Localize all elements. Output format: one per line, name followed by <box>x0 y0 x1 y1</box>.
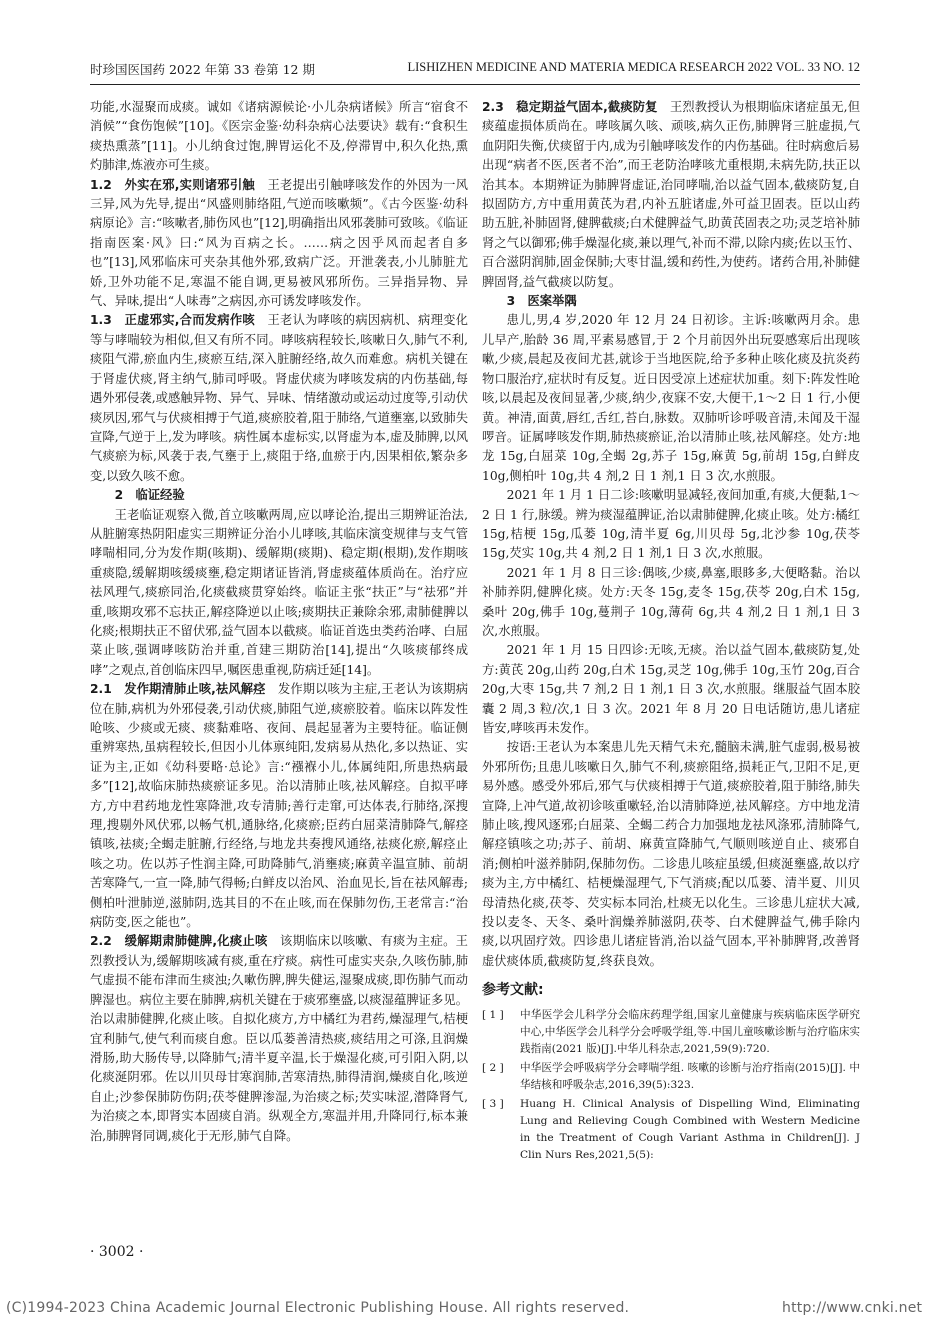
reference-number: [ 3 ] <box>482 1097 504 1110</box>
section-2-3 <box>482 98 860 292</box>
section-body: 该期临床以咳嗽、有痰为主症。王烈教授认为,缓解期咳减有痰,重在疗痰。病性可虚实夹杂,久咳伤肺,肺气虚损不能布津而生痰浊;久嗽伤脾,脾失健运,湿聚成痰,即伤肺气而动脾湿也。病位主要在肺脾,病机关键在于痰邪壅盛,以痰湿蕴脾证多见。治以肃肺健脾,化痰止咳。自拟化痰方,方中橘红为君药,燥湿理气,桔梗宜利肺气,使气利而痰自愈。臣以瓜蒌善清热痰,痰结用之可涤,且润燥滑肠,助大肠传导,以降肺气;清半夏辛温,长于燥湿化痰,可引阳入阴,以化痰涎阴邪。佐以川贝母甘寒润肺,苦寒清热,肺得清润,燥痰自化,咳逆自止;沙参保肺防伤阴;茯苓健脾渗湿,为治痰之标;芡实味涩,潜降肾气,为治痰之本,即肾实本固痰自消。纵观全方,寒温并用,升降同行,标本兼治,肺脾肾同调,痰化于无形,肺气自降。 <box>90 934 468 1143</box>
journal-title-cn: 时珍国医国药 2022 年第 33 卷第 12 期 <box>90 62 315 77</box>
section-2-1 <box>90 680 468 932</box>
section-body: 王老认为哮咳的病因病机、病理变化等与哮喘较为相似,但又有所不同。哮咳病程较长,咳嗽日久,肺气不利,痰阻气滞,瘀血内生,痰瘀互结,深入脏腑经络,故久而难愈。病机关键在于肾虚伏痰,肾主纳气,肺司呼吸。肾虚伏痰为哮咳发病的内伤基础,每遇外邪侵袭,或感触异物、异气、异味、情绪激动或运动过度等,引动伏痰夙因,邪气与伏痰相搏于气道,痰瘀胶着,阻于肺络,气道壅塞,以致肺失宣降,气逆于上,发为哮咳。病性属本虚标实,以肾虚为本,虚及肺脾,以风气痰瘀为标,风袭于表,气壅于上,痰阻于络,血瘀于内,因果相依,繁杂多变,以致久咳不愈。 <box>90 313 468 483</box>
reference-number: [ 2 ] <box>482 1061 504 1074</box>
header-rule <box>90 84 860 85</box>
section-heading: 2.1 发作期清肺止咳,祛风解痉 <box>90 682 266 697</box>
footer-url[interactable]: http://www.cnki.net <box>782 1300 923 1316</box>
section-1-3 <box>90 311 468 486</box>
reference-item <box>482 1096 860 1164</box>
reference-number: [ 1 ] <box>482 1008 504 1021</box>
copyright-notice: (C)1994-2023 China Academic Journal Electronic Publishing House. All rights reserved. <box>6 1300 630 1316</box>
section-body: 王老提出引触哮咳发作的外因为一风三异,风为先导,提出“风盛则肺络阻,气逆而咳嗽频”。《古今医鉴·幼科病原论》言:“咳嗽者,肺伤风也”[12],明确指出风邪袭肺可致咳。《临证指南医案·风》曰:“风为百病之长。……病之因乎风而起者自多也”[13],风邪临床可夹杂其他外邪,致病广泛。开泄袭表,小儿肺脏尤娇,卫外功能不足,寒温不能自调,更易被风邪所伤。三异指异物、异气、异味,提出“人味毒”之病因,亦可诱发哮咳发作。 <box>90 177 468 309</box>
section-heading: 1.3 正虚邪实,合而发病作咳 <box>90 313 255 328</box>
section-1-2 <box>90 176 468 312</box>
reference-text: 中华医学会儿科学分会临床药理学组,国家儿童健康与疾病临床医学研究中心,中华医学会儿科学分会呼吸学组,等.中国儿童咳嗽诊断与治疗临床实践指南(2021 版)[J].中华儿科杂志,2021,59(9):720. <box>520 1008 860 1055</box>
section-heading: 2.2 缓解期肃肺健脾,化痰止咳 <box>90 934 268 949</box>
running-header <box>90 60 860 82</box>
left-column <box>90 98 468 1146</box>
right-column <box>482 98 860 1166</box>
reference-text: 中华医学会呼吸病学分会哮喘学组. 咳嗽的诊断与治疗指南(2015)[J]. 中华结核和呼吸杂志,2016,39(5):323. <box>520 1061 860 1091</box>
section-body: 发作期以咳为主症,王老认为该期病位在肺,病机为外邪侵袭,引动伏痰,肺阻气逆,痰瘀胶着。临床以阵发性呛咳、少痰或无痰、痰黏难咯、夜间、晨起显著为主要特征。临证侧重辨寒热,虽病程较长,但因小儿体禀纯阳,发病易从热化,多以热证、实证为主,正如《幼科要略·总论》言:“襁褓小儿,体属纯阳,所患热病最多”[12],故临床肺热痰瘀证多见。治以清肺止咳,祛风解痉。自拟平哮方,方中君药地龙性寒降泄,攻专清肺;善行走窜,可达体表,行肺络,深搜理,搜剔外风伏邪,以畅气机,通脉络,化痰瘀;臣药白屈菜清肺降气,解痉镇咳,祛痰;全蝎走脏腑,行经络,与地龙共奏搜风通络,祛痰化瘀,解痉止咳之功。佐以苏子性润主降,可助降肺气,消壅痰;麻黄辛温宣肺、前胡苦寒降气,一宣一降,肺气得畅;白鲜皮以治风、治血见长,旨在祛风解毒;侧柏叶泄肺逆,滋肺阴,选其目的不在止咳,而在保肺勿伤,王老常言:“治病防变,医之能也”。 <box>90 682 468 930</box>
case-paragraph: 2021 年 1 月 8 日三诊:偶咳,少痰,鼻塞,眼眵多,大便略黏。治以补肺养阴,健脾化痰。处方:天冬 15g,麦冬 15g,茯苓 20g,白术 15g,桑叶 20g,佛手 10g,蔓荆子 10g,薄荷 6g,共 4 剂,2 日 1 剂,1 日 3 次,水煎服。 <box>482 565 860 638</box>
journal-title-en: LISHIZHEN MEDICINE AND MATERIA MEDICA RESEARCH 2022 VOL. 33 NO. 12 <box>407 60 860 74</box>
case-paragraph: 患儿,男,4 岁,2020 年 12 月 24 日初诊。主诉:咳嗽两月余。患儿早产,胎龄 36 周,平素易感冒,于 2 个月前因外出玩耍感寒后出现咳嗽,少痰,晨起及夜间尤甚,就诊于当地医院,给予多种止咳化痰及抗炎药物口服治疗,症状时有反复。近日因受凉上述症状加重。刻下:阵发性呛咳,以晨起及夜间显著,少痰,纳少,夜寐不安,大便干,1～2 日 1 行,小便黄。神清,面黄,唇红,舌红,苔白,脉数。双肺听诊呼吸音清,未闻及干湿啰音。证属哮咳发作期,肺热痰瘀证,治以清肺止咳,祛风解痉。处方:地龙 15g,白屈菜 10g,全蝎 2g,苏子 15g,麻黄 5g,前胡 15g,白鲜皮 10g,侧柏叶 10g,共 4 剂,2 日 1 剂,1 日 3 次,水煎服。 <box>482 313 860 483</box>
case-paragraph: 按语:王老认为本案患儿先天精气未充,髓脑未满,脏气虚弱,极易被外邪所伤;且患儿咳嗽日久,肺气不利,痰瘀阻络,损耗正气,卫阳不足,更易外感。感受外邪后,邪气与伏痰相搏于气道,痰瘀胶着,阻于肺络,肺失宣降,上冲气道,故初诊咳重嗽轻,治以清肺降逆,祛风解痉。方中地龙清肺止咳,搜风逐邪;白屈菜、全蝎二药合力加强地龙祛风涤邪,清肺降气,解痉镇咳之功;苏子、前胡、麻黄宣降肺气,气顺则咳逆自止、痰邪自消;侧柏叶滋养肺阴,保肺勿伤。二诊患儿咳症虽缓,但痰涎壅盛,故以疗痰为主,方中橘红、桔梗燥湿理气,下气消痰;配以瓜蒌、清半夏、川贝母清热化痰,茯苓、芡实标本同治,杜痰无以化生。三诊患儿症状大减,投以麦冬、天冬、桑叶润燥养肺滋阴,茯苓、白术健脾益气,佛手除内痰,以巩固疗效。四诊患儿诸症皆消,治以益气固本,平补肺脾肾,改善肾虚伏痰体质,截痰防复,终获良效。 <box>482 740 860 968</box>
section-3-heading: 3 医案举隅 <box>506 294 577 309</box>
section-heading: 1.2 外实在邪,实则诸邪引触 <box>90 177 255 192</box>
reference-text: Huang H. Clinical Analysis of Dispelling Wind, Eliminating Lung and Relieving Cough Combined with Western Medicine in the Treatment of Cough Variant Asthma in Children[J]. J Clin Nurs Res,2021,5(5): <box>520 1097 860 1161</box>
paragraph: 功能,水湿聚而成痰。诚如《诸病源候论·小儿杂病诸候》所言“宿食不消候”“食伤饱候”[10]。《医宗金鉴·幼科杂病心法要诀》载有:“食积生痰热熏蒸”[11]。小儿纳食过饱,脾胃运化不及,停滞胃中,积久化热,熏灼肺津,炼液亦可生痰。 <box>90 100 468 173</box>
references-heading: 参考文献: <box>482 982 544 999</box>
case-paragraph: 2021 年 1 月 15 日四诊:无咳,无痰。治以益气固本,截痰防复,处方:黄芪 20g,山药 20g,白术 15g,灵芝 10g,佛手 10g,玉竹 20g,百合 20g,大枣 15g,共 7 剂,2 日 1 剂,1 日 3 次,水煎服。继服益气固本胶囊 2 周,3 粒/次,1 日 3 次。2021 年 8 月 20 日电话随访,患儿诸症皆安,哮咳再未发作。 <box>482 643 860 735</box>
section-2-2 <box>90 932 468 1145</box>
reference-item <box>482 1060 860 1094</box>
section-heading: 2.3 稳定期益气固本,截痰防复 <box>482 100 658 114</box>
case-paragraph: 2021 年 1 月 1 日二诊:咳嗽明显减轻,夜间加重,有痰,大便黏,1～2 日 1 行,脉缓。辨为痰湿蕴脾证,治以肃肺健脾,化痰止咳。处方:橘红 15g,桔梗 15g,瓜蒌 10g,清半夏 6g,川贝母 5g,北沙参 10g,茯苓 15g,芡实 10g,共 4 剂,2 日 1 剂,1 日 3 次,水煎服。 <box>482 488 860 561</box>
paragraph: 王老临证观察入微,首立咳嗽两周,应以哮论治,提出三期辨证治法,从脏腑寒热阴阳虚实三期辨证分治小儿哮咳,其临床演变规律与支气管哮喘相同,分为发作期(咳期)、缓解期(痰期)、稳定期(根期),发作期咳重痰隐,缓解期咳缓痰壅,稳定期诸证皆消,肾虚痰蕴体质尚在。治疗应祛风理气,痰瘀同治,化痰截痰贯穿始终。临证主张“扶正”与“祛邪”并重,咳期攻邪不忘扶正,解痉降逆以止咳;痰期扶正兼除余邪,肃肺健脾以化痰;根期扶正不留伏邪,益气固本以截痰。临证首选虫类药治哮、白屈菜止咳,强调哮咳防治并重,首建三期防治[14],提出“久咳痰郁终成哮”之观点,首创临床四早,嘱医患重视,防病迁延[14]。 <box>90 507 468 677</box>
section-2-heading: 2 临证经验 <box>114 488 185 503</box>
page-number: · 3002 · <box>90 1244 144 1260</box>
footer <box>6 1300 923 1316</box>
section-body: 王烈教授认为根期临床诸症虽无,但痰蕴虚损体质尚在。哮咳属久咳、顽咳,病久正伤,肺脾肾三脏虚损,气血阴阳失衡,伏痰留于内,成为引触哮咳发作的内伤基础。往时病愈后易出现“病者不医,医者不治”,而王老防治哮咳尤重根期,未病先防,扶正以治其本。本期辨证为肺脾肾虚证,治同哮喘,治以益气固本,截痰防复,自拟固防方,方中重用黄芪为君,内补五脏诸虚,外可益卫固表。臣以山药助五脏,补肺固肾,健脾截痰;白术健脾益气,助黄芪固表之功;灵芝培补肺肾之气以御邪;佛手燥湿化痰,兼以理气,补而不滞,以除内痰;佐以玉竹、百合滋阴润肺,固金保肺;大枣甘温,缓和药性,为使药。诸药合用,补肺健脾固肾,益气截痰以防复。 <box>482 100 860 289</box>
reference-item <box>482 1007 860 1058</box>
